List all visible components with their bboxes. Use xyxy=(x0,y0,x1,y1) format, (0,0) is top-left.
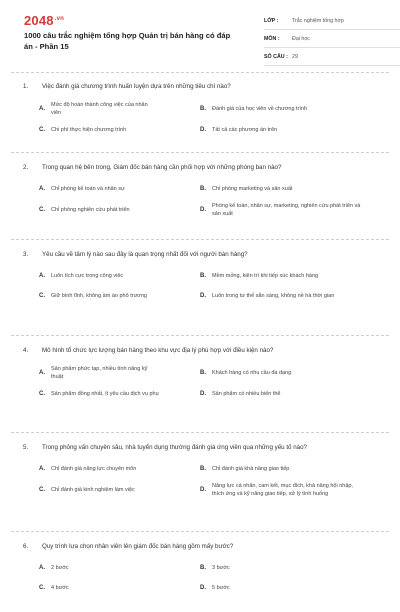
option-text: Mức độ hoàn thành công việc của nhân viên xyxy=(51,102,148,116)
option-text: Năng lực cá nhân, cam kết, mục đích, khả năng hội nhập, thích ứng và kỹ năng giao tiếp, xử lý tình huống xyxy=(212,483,353,497)
option-letter: D. xyxy=(200,486,206,493)
meta-row-class xyxy=(264,12,400,30)
question-item xyxy=(11,336,389,433)
option-text: 2 bước xyxy=(51,565,69,572)
answer-options xyxy=(11,460,389,502)
option-text: Giữ bình tĩnh, không ầm ào phô trương xyxy=(51,293,147,300)
answer-options xyxy=(11,267,389,307)
question-item xyxy=(11,72,389,153)
option-text: Luôn trong tư thế sẵn sàng, không nề hà thời gian xyxy=(212,293,335,300)
question-item xyxy=(11,433,389,532)
option-text: Sản phẩm phức tạp, nhiều tính năng kỹ thuật xyxy=(51,366,148,380)
option-letter: A. xyxy=(39,186,45,193)
question-text: Mô hình tổ chức lực lượng bán hàng theo khu vực địa lý phù hợp với điều kiện nào? xyxy=(42,347,274,354)
option-text: Chi phí thực hiện chương trình xyxy=(51,126,127,133)
question-number: 2. xyxy=(23,164,29,171)
option-text: Chỉ phòng marketing và sản xuất xyxy=(212,186,293,193)
option-letter: A. xyxy=(39,273,45,280)
answer-option-a[interactable] xyxy=(11,460,200,480)
option-letter: C. xyxy=(39,206,45,213)
answer-option-d[interactable] xyxy=(200,579,389,599)
answer-option-d[interactable] xyxy=(200,200,389,222)
question-number: 1. xyxy=(23,83,29,90)
question-item xyxy=(11,532,389,612)
answer-option-b[interactable] xyxy=(200,460,389,480)
answer-option-c[interactable] xyxy=(11,287,200,307)
answer-option-c[interactable] xyxy=(11,121,200,141)
meta-key: LỚP : xyxy=(264,17,279,24)
answer-option-b[interactable] xyxy=(200,99,389,121)
question-number: 4. xyxy=(23,347,29,354)
answer-options xyxy=(11,180,389,222)
question-text: Việc đánh giá chương trình huấn luyện dựa trên những tiêu chí nào? xyxy=(42,83,231,90)
meta-row-subject xyxy=(264,30,400,48)
answer-option-a[interactable] xyxy=(11,99,200,121)
question-title xyxy=(11,72,389,99)
option-text: Chỉ phòng nghiên cứu phát triển xyxy=(51,206,130,213)
option-text: Chỉ đánh giá kinh nghiệm làm việc xyxy=(51,486,135,493)
question-text: Trong quan hệ bên trong, Giám đốc bán hàng cần phối hợp với những phòng ban nào? xyxy=(42,164,282,171)
answer-option-d[interactable] xyxy=(200,385,389,405)
meta-row-count xyxy=(264,48,400,66)
answer-option-c[interactable] xyxy=(11,385,200,405)
page-title: 1000 câu trắc nghiệm tổng hợp Quản trị bán hàng có đáp án - Phần 15 xyxy=(24,31,231,51)
question-title xyxy=(11,240,389,267)
option-letter: C. xyxy=(39,486,45,493)
answer-option-c[interactable] xyxy=(11,579,200,599)
answer-option-c[interactable] xyxy=(11,200,200,222)
option-text: Sản phẩm có nhiều biến thể xyxy=(212,390,281,397)
answer-option-d[interactable] xyxy=(200,287,389,307)
option-letter: C. xyxy=(39,390,45,397)
option-text: Tất cả các phương án trên xyxy=(212,126,278,133)
option-text: Sản phẩm đồng nhất, ít yêu cầu dịch vụ phụ xyxy=(51,390,159,397)
option-letter: A. xyxy=(39,565,45,572)
answer-option-d[interactable] xyxy=(200,121,389,141)
answer-option-a[interactable] xyxy=(11,180,200,200)
meta-key: SỐ CÂU : xyxy=(264,53,288,60)
option-text: Chỉ đánh giá khả năng giao tiếp xyxy=(212,466,290,473)
option-letter: D. xyxy=(200,293,206,300)
question-title xyxy=(11,153,389,180)
option-letter: B. xyxy=(200,186,206,193)
question-text: Quy trình lựa chọn nhân viên lên giám đốc bán hàng gồm mấy bước? xyxy=(42,543,234,550)
option-text: 3 bước xyxy=(212,565,230,572)
meta-key: MÔN : xyxy=(264,35,280,42)
answer-options xyxy=(11,363,389,405)
question-list xyxy=(11,72,389,612)
answer-option-c[interactable] xyxy=(11,480,200,502)
answer-option-b[interactable] xyxy=(200,180,389,200)
option-letter: B. xyxy=(200,369,206,376)
option-letter: A. xyxy=(39,466,45,473)
answer-options xyxy=(11,99,389,141)
answer-options xyxy=(11,559,389,599)
answer-option-b[interactable] xyxy=(200,363,389,385)
option-text: Khách hàng có nhu cầu đa dạng xyxy=(212,369,292,376)
question-title xyxy=(11,532,389,559)
option-text: Phòng kế toán, nhân sự, marketing, nghiên cứu phát triển và sản xuất xyxy=(212,203,361,217)
option-text: Chỉ phòng kế toán và nhân sự xyxy=(51,186,125,193)
question-number: 3. xyxy=(23,251,29,258)
answer-option-d[interactable] xyxy=(200,480,389,502)
meta-value: Trắc nghiệm tổng hợp xyxy=(292,17,344,24)
answer-option-a[interactable] xyxy=(11,267,200,287)
question-title xyxy=(11,336,389,363)
question-title xyxy=(11,433,389,460)
question-item xyxy=(11,240,389,336)
meta-value: 29 xyxy=(292,53,298,60)
question-number: 5. xyxy=(23,444,29,451)
option-letter: D. xyxy=(200,126,206,133)
option-letter: B. xyxy=(200,565,206,572)
option-text: 5 bước xyxy=(212,585,230,592)
option-letter: A. xyxy=(39,105,45,112)
question-item xyxy=(11,153,389,240)
logo-suffix: .vn xyxy=(54,15,65,22)
answer-option-b[interactable] xyxy=(200,267,389,287)
option-letter: B. xyxy=(200,466,206,473)
page-header xyxy=(11,0,389,63)
option-letter: C. xyxy=(39,585,45,592)
answer-option-a[interactable] xyxy=(11,363,200,385)
question-text: Yêu cầu về tâm lý nào sau đây là quan trọng nhất đối với người bán hàng? xyxy=(42,251,248,258)
option-letter: B. xyxy=(200,105,206,112)
option-letter: C. xyxy=(39,126,45,133)
option-text: 4 bước xyxy=(51,585,69,592)
option-text: Đánh giá của học viên về chương trình xyxy=(212,105,308,112)
option-text: Mềm mỏng, kiên trì khi tiếp xúc khách hàng xyxy=(212,273,319,280)
option-letter: C. xyxy=(39,293,45,300)
meta-value: Đại học xyxy=(292,35,310,42)
option-letter: B. xyxy=(200,273,206,280)
quiz-meta xyxy=(264,12,400,66)
option-text: Chỉ đánh giá năng lực chuyên môn xyxy=(51,466,137,473)
option-letter: A. xyxy=(39,369,45,376)
option-letter: D. xyxy=(200,585,206,592)
answer-option-a[interactable] xyxy=(11,559,200,579)
answer-option-b[interactable] xyxy=(200,559,389,579)
question-text: Trong phỏng vấn chuyên sâu, nhà tuyển dụng thường đánh giá ứng viên qua những yếu tố nào? xyxy=(42,444,307,451)
option-text: Luôn tích cực trong công việc xyxy=(51,273,124,280)
logo-text: 2048 xyxy=(24,13,54,28)
option-letter: D. xyxy=(200,206,206,213)
question-number: 6. xyxy=(23,543,29,550)
site-logo[interactable] xyxy=(24,13,64,28)
option-letter: D. xyxy=(200,390,206,397)
